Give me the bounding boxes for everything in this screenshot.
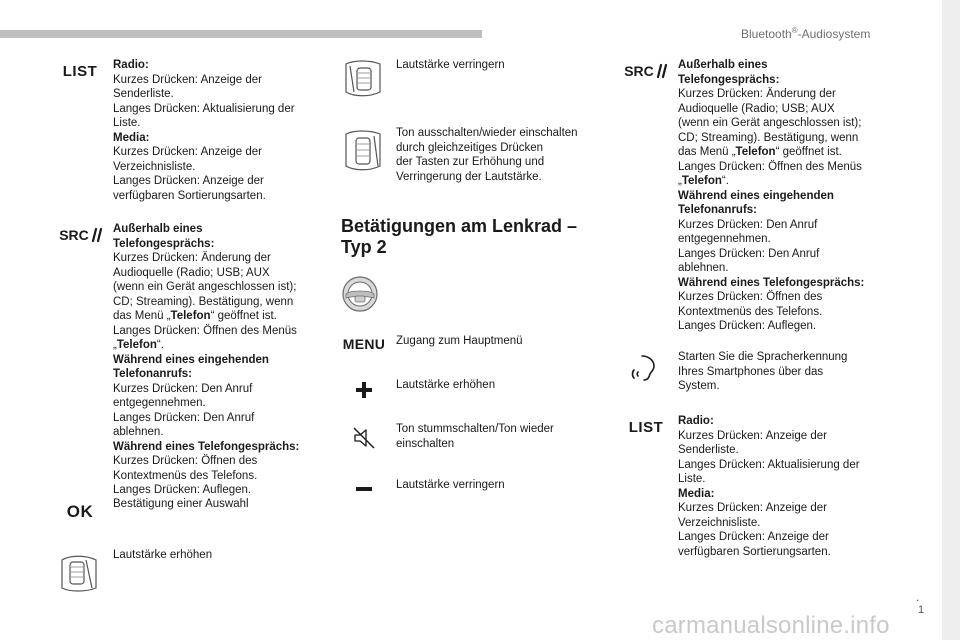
voice-description: Starten Sie die Spracherkennung Ihres Smartphones über das System. xyxy=(678,351,848,392)
phone-slash-icon xyxy=(89,227,103,243)
menu-label: MENU xyxy=(342,336,386,352)
voice-recognition-icon xyxy=(628,352,662,386)
ok-button-icon xyxy=(62,500,98,524)
phone-slash-icon-col3 xyxy=(654,63,668,79)
steering-wheel-icon xyxy=(340,274,380,314)
src-phone-icon xyxy=(58,224,104,246)
watermark: carmanualsonline.info xyxy=(652,612,890,639)
src-label-col3: SRC xyxy=(624,63,654,79)
side-strip xyxy=(942,0,960,640)
list-button-icon xyxy=(60,60,100,82)
plus-description: Lautstärke erhöhen xyxy=(396,379,496,391)
header-registered-mark: ® xyxy=(791,26,798,35)
menu-button-icon xyxy=(341,334,387,354)
steering-thumbwheel-up-icon xyxy=(56,552,102,594)
mute-description: Ton ausschalten/wieder einschalten durch gleichzeitiges Drücken der Tasten zur Erhöhung und Verringerung der Lautstärke. xyxy=(396,127,578,183)
header-rule xyxy=(0,30,482,38)
section-title: Betätigungen am Lenkrad – Typ 2 xyxy=(341,216,578,257)
list-label-col3: LIST xyxy=(628,418,664,436)
list-description: Radio: Kurzes Drücken: Anzeige der Senderliste. Langes Drücken: Aktualisierung der Liste. Media: Kurzes Drücken: Anzeige der Verzeichnisliste. Langes Drücken: Anzeige der verfügbaren Sortierungsarten. xyxy=(113,59,295,202)
plus-icon xyxy=(354,380,374,400)
minus-description: Lautstärke verringern xyxy=(396,479,505,491)
list-description-col3: Radio: Kurzes Drücken: Anzeige der Senderliste. Langes Drücken: Aktualisierung der Liste. Media: Kurzes Drücken: Anzeige der Verzeichnisliste. Langes Drücken: Anzeige der verfügbaren Sortierungsarten. xyxy=(678,415,860,558)
ok-label: OK xyxy=(66,502,94,521)
minus-icon xyxy=(354,484,374,494)
menu-description: Zugang zum Hauptmenü xyxy=(396,335,523,347)
src-phone-icon-col3 xyxy=(622,60,670,82)
src-description-col3: Außerhalb eines Telefongesprächs: Kurzes Drücken: Änderung der Audioquelle (Radio; USB; AUX (wenn ein Gerät angeschlossen ist); CD; Streaming). Bestätigung, wenn das Menü „Telefon“ geöffnet ist. Langes Drücken: Öffnen des Menüs „Telefon“. Während eines eingehenden Telefonanrufs: Kurzes Drücken: Den Anruf entgegennehmen. Langes Drücken: Den Anruf ablehnen. Während eines Telefongesprächs: Kurzes Drücken: Öffnen des Kontextmenüs des Telefons. Langes Drücken: Auflegen. xyxy=(678,59,865,332)
src-label: SRC xyxy=(59,227,89,243)
page-header-title xyxy=(741,26,870,41)
header-title-main: Bluetooth xyxy=(741,27,792,41)
steering-thumbwheel-down-icon xyxy=(340,58,386,100)
header-title-suffix: -Audiosystem xyxy=(797,27,871,41)
mute-speaker-icon xyxy=(350,424,378,452)
ok-description: Bestätigung einer Auswahl xyxy=(113,498,249,510)
mute-2-description: Ton stummschalten/Ton wieder einschalten xyxy=(396,423,554,450)
page-number: 1 xyxy=(918,604,925,616)
steering-thumbwheel-press-icon xyxy=(340,128,386,174)
list-label: LIST xyxy=(62,62,98,80)
src-description: Außerhalb eines Telefongesprächs: Kurzes Drücken: Änderung der Audioquelle (Radio; USB; AUX (wenn ein Gerät angeschlossen ist); CD; Streaming). Bestätigung, wenn das Menü „Telefon“ geöffnet ist. Langes Drücken: Öffnen des Menüs „Telefon“. Während eines eingehenden Telefonanrufs: Kurzes Drücken: Den Anruf entgegennehmen. Langes Drücken: Den Anruf ablehnen. Während eines Telefongesprächs: Kurzes Drücken: Öffnen des Kontextmenüs des Telefons. Langes Drücken: Auflegen. xyxy=(113,223,300,496)
wheel-up-description: Lautstärke erhöhen xyxy=(113,549,213,561)
wheel-down-description: Lautstärke verringern xyxy=(396,59,505,71)
list-button-icon-col3 xyxy=(626,416,666,438)
page-dots: . xyxy=(916,590,920,604)
